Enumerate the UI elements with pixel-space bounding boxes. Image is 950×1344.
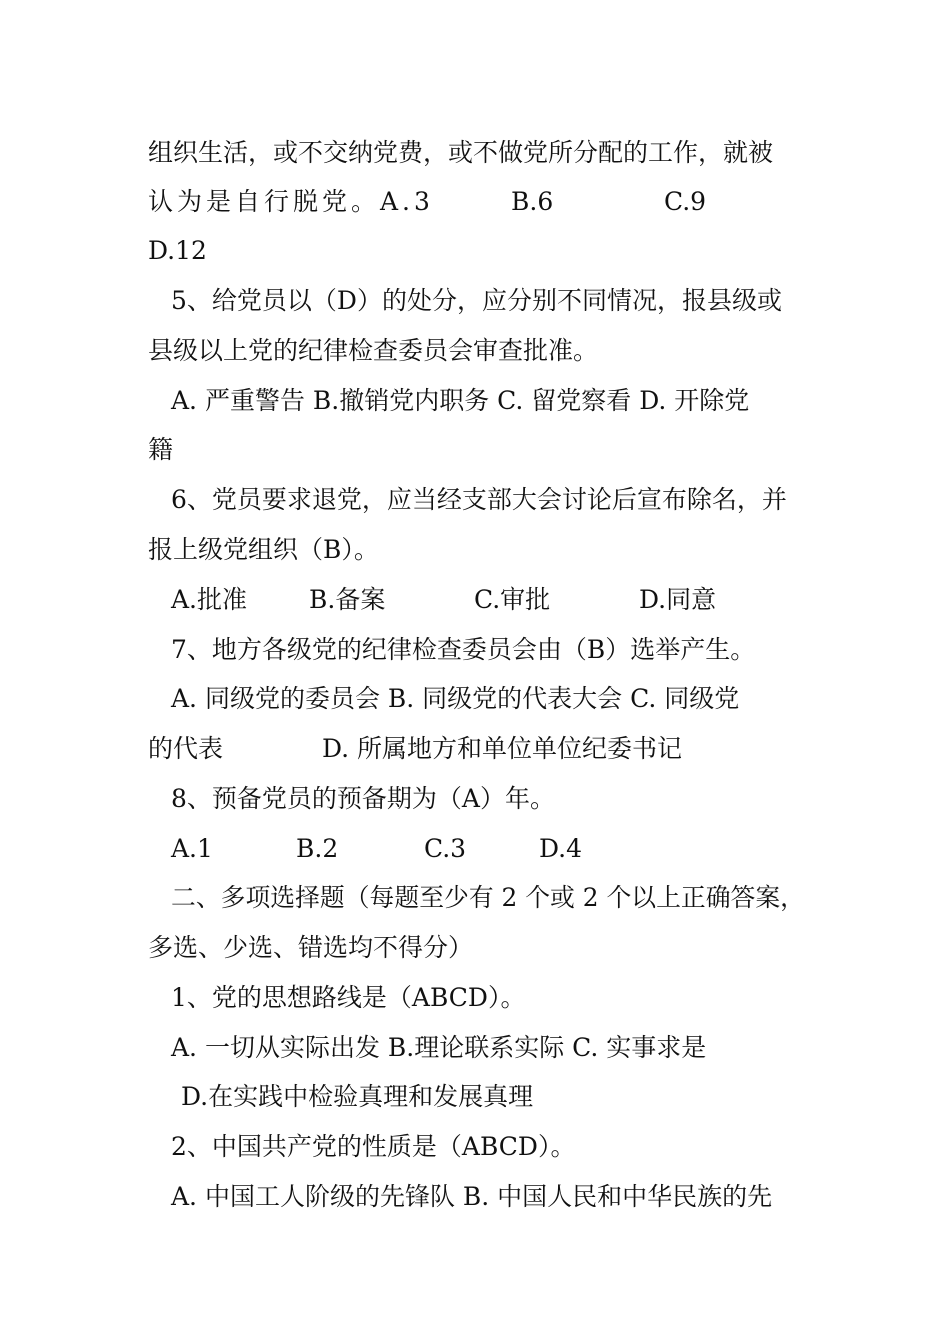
text-line-content: 6、党员要求退党，应当经支部大会讨论后宣布除名，并 <box>171 485 787 514</box>
text-line-content: 组织生活，或不交纳党费，或不做党所分配的工作，就被 <box>148 138 774 167</box>
text-line-content: 5、给党员以（D）的处分，应分别不同情况，报县级或 <box>171 286 782 315</box>
option-d: D.在实践中检验真理和发展真理 <box>181 1082 534 1111</box>
text-line-content: 县级以上党的纪律检查委员会审查批准。 <box>148 336 599 365</box>
text-line-content: 籍 <box>148 435 174 464</box>
option-b: B.备案 <box>309 585 386 614</box>
option-b: B.2 <box>296 834 339 863</box>
text-line-content: 的代表 <box>148 734 224 763</box>
text-line-content: 8、预备党员的预备期为（A）年。 <box>171 784 555 813</box>
option-c: C.3 <box>424 834 467 863</box>
text-line-content: 7、地方各级党的纪律检查委员会由（B）选举产生。 <box>171 635 756 664</box>
option-d: D.同意 <box>639 585 717 614</box>
text-line-content: A. 一切从实际出发 B.理论联系实际 C. 实事求是 <box>171 1033 707 1062</box>
text-line-content: 二、多项选择题（每题至少有 2 个或 2 个以上正确答案， <box>171 883 806 912</box>
option-a: A.批准 <box>171 585 248 614</box>
text-line-content: A. 中国工人阶级的先锋队 B. 中国人民和中华民族的先 <box>171 1182 773 1211</box>
text-line-content: 2、中国共产党的性质是（ABCD）。 <box>171 1132 576 1161</box>
text-line-content: 报上级党组织（B）。 <box>148 535 379 564</box>
option-b: B.6 <box>511 187 554 216</box>
text-line-content: A. 同级党的委员会 B. 同级党的代表大会 C. 同级党 <box>171 684 740 713</box>
text-line-content: 1、党的思想路线是（ABCD）。 <box>171 983 526 1012</box>
text-line-content: 认为是自行脱党。A.3 <box>148 187 434 216</box>
text-line-content: 多选、少选、错选均不得分） <box>148 933 474 962</box>
option-d: D.12 <box>148 236 207 265</box>
option-d: D.4 <box>539 834 583 863</box>
option-c: C.9 <box>664 187 707 216</box>
text-line-content: A. 严重警告 B.撤销党内职务 C. 留党察看 D. 开除党 <box>171 386 750 415</box>
option-c: C.审批 <box>474 585 551 614</box>
option-a: A.1 <box>171 834 213 863</box>
option-d: D. 所属地方和单位单位纪委书记 <box>322 734 683 763</box>
